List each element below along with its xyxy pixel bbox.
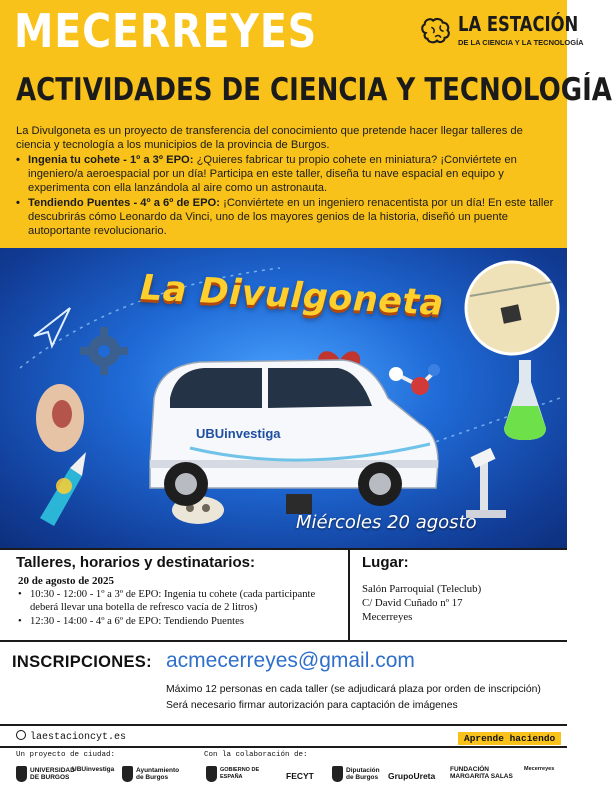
at-sign-icon xyxy=(16,730,26,740)
schedule-date: 20 de agosto de 2025 xyxy=(18,575,114,587)
paper-plane-icon xyxy=(34,308,70,346)
activity-list xyxy=(16,153,556,239)
molecule-icon xyxy=(389,364,440,395)
hero-date: Miércoles 20 agosto xyxy=(296,512,477,533)
gear-icon xyxy=(80,327,128,375)
location-line: Salón Parroquial (Teleclub) xyxy=(362,583,482,595)
circuit-chip-icon xyxy=(286,494,312,514)
section-divider xyxy=(348,550,350,642)
website-handle: laestacioncyt.es xyxy=(30,732,127,743)
registration-email-link[interactable]: acmecerreyes@gmail.com xyxy=(166,649,415,672)
crest-icon xyxy=(332,766,343,782)
footer-divider xyxy=(0,746,567,748)
schedule-list xyxy=(18,589,344,631)
logo-name: LA ESTACIÓN xyxy=(458,12,579,36)
activity-description: ¿Quieres fabricar tu propio cohete en miniatura? ¡Conviértete en ingeniero/a aeroespacial por un día! Participa en este taller, diseña tu nave espacial en equipo y experimenta con ella lanzándola al aire como un astronauta. xyxy=(28,154,517,194)
activity-name: Tendiendo Puentes - 4º a 6º de EPO: xyxy=(28,197,220,209)
page-subtitle: ACTIVIDADES DE CIENCIA Y TECNOLOGÍA xyxy=(16,72,612,108)
sponsor-logo-ubu: UNIVERSIDAD DE BURGOS xyxy=(16,766,70,788)
schedule-item: • 10:30 - 12:00 - 1º a 3º de EPO: Ingenia tu cohete (cada participante deberá llevar una botella de refresco vacía de 2 litros) xyxy=(18,589,344,614)
slogan-badge: Aprende haciendo xyxy=(458,732,561,745)
logo-tagline: DE LA CIENCIA Y LA TECNOLOGÍA xyxy=(458,38,584,47)
page-title: MECERREYES xyxy=(14,4,318,58)
rocket-icon xyxy=(40,452,86,526)
sponsor-logo-grupoureta: GrupoUreta xyxy=(388,771,436,782)
sponsor-logo-mecerreyes: Mecerreyes xyxy=(524,766,555,772)
header-band xyxy=(0,0,612,248)
registration-capacity-note: Máximo 12 personas en cada taller (se adjudicará plaza por orden de inscripción) xyxy=(166,684,541,695)
hero-illustration xyxy=(0,248,567,548)
location-address xyxy=(362,582,481,624)
flask-icon xyxy=(504,360,546,440)
anatomy-head-icon xyxy=(36,384,84,452)
activity-description: ¡Conviértete en un ingeniero renacentista por un día! En este taller descubrirás cómo Leonardo da Vinci, uno de los mayores genios de la historia, diseñó un puente autoportante revolucionario. xyxy=(28,197,554,237)
sponsor-logo-diputacion: Diputación de Burgos xyxy=(332,766,384,788)
van-label: UBUinvestiga xyxy=(196,426,281,441)
location-line: Mecerreyes xyxy=(362,611,413,623)
crest-icon xyxy=(16,766,27,782)
info-section xyxy=(0,548,567,640)
footer xyxy=(0,724,567,790)
van-illustration xyxy=(150,360,438,506)
website-link[interactable] xyxy=(16,730,126,743)
activity-item xyxy=(16,196,556,238)
intro-text: La Divulgoneta es un proyecto de transferencia del conocimiento que pretende hacer llegar talleres de ciencia y tecnología a los municipios de la provincia de Burgos. xyxy=(16,125,523,151)
microscope-icon xyxy=(466,448,506,518)
sponsor-logo-ubuinvestiga: UBUinvestiga xyxy=(72,766,115,773)
registration-consent-note: Será necesario firmar autorización para captación de imágenes xyxy=(166,700,458,711)
registration-label: INSCRIPCIONES: xyxy=(12,653,152,671)
schedule-title: Talleres, horarios y destinatarios: xyxy=(16,554,255,571)
registration-section xyxy=(0,640,567,724)
sponsor-logo-gobierno: GOBIERNO DE ESPAÑA xyxy=(206,766,260,788)
activity-item xyxy=(16,153,556,195)
location-title: Lugar: xyxy=(362,554,409,571)
sponsor-logo-margarita-salas: FUNDACIÓN MARGARITA SALAS xyxy=(450,766,513,780)
microchip-magnifier-icon xyxy=(466,262,558,354)
activity-name: Ingenia tu cohete - 1º a 3º EPO: xyxy=(28,154,194,166)
location-line: C/ David Cuñado nº 17 xyxy=(362,597,463,609)
sponsor-logo-ayto-burgos: Ayuntamiento de Burgos xyxy=(122,766,182,788)
crest-icon xyxy=(122,766,133,782)
collaboration-label: Con la colaboración de: xyxy=(204,751,308,759)
crest-icon xyxy=(206,766,217,782)
brain-icon xyxy=(418,14,456,52)
sponsor-logo-fecyt: FECYT xyxy=(286,771,314,782)
project-label: Un proyecto de ciudad: xyxy=(16,751,116,759)
la-estacion-logo xyxy=(418,12,584,58)
hero-title: La Divulgoneta xyxy=(139,268,445,324)
schedule-item: • 12:30 - 14:00 - 4º a 6º de EPO: Tendiendo Puentes xyxy=(18,616,344,629)
